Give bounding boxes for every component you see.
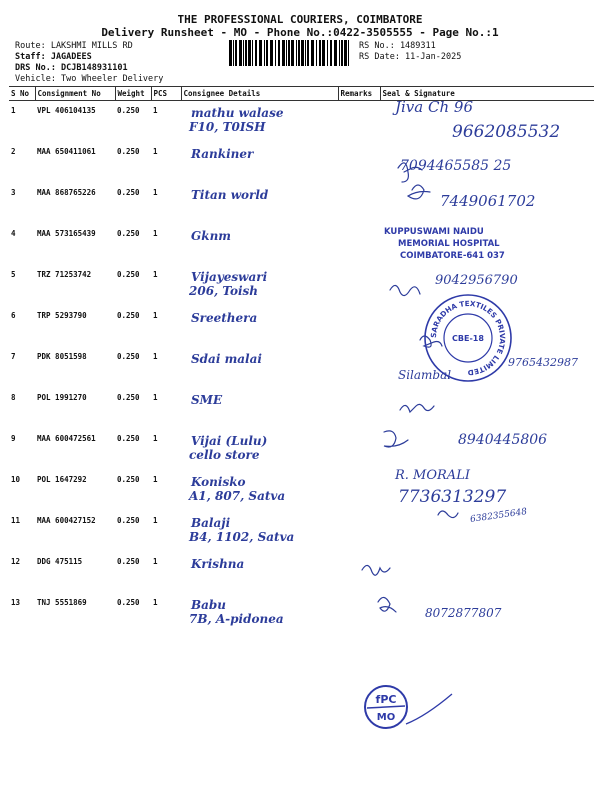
cell-pcs: 1 xyxy=(153,393,158,402)
cell-pcs: 1 xyxy=(153,270,158,279)
consignee-line-2: 7B, A-pidonea xyxy=(189,612,284,626)
cell-sno: 6 xyxy=(11,311,16,320)
barcode-bar xyxy=(255,40,257,66)
barcode-bar xyxy=(307,40,309,66)
barcode-bar xyxy=(270,40,273,66)
cell-remarks xyxy=(338,593,380,634)
col-weight: Weight xyxy=(115,87,151,101)
barcode-bar xyxy=(316,40,317,66)
cell-weight: 0.250 xyxy=(117,147,140,156)
cell-remarks xyxy=(338,183,380,224)
company-title: THE PROFESSIONAL COURIERS, COIMBATORE xyxy=(177,13,423,26)
cell-weight: 0.250 xyxy=(117,434,140,443)
consignee-line-1: SME xyxy=(191,393,223,407)
cell-consignee xyxy=(181,142,338,183)
cell-weight: 0.250 xyxy=(117,229,140,238)
cell-sno: 13 xyxy=(11,598,21,607)
cell-consignment: DDG 475115 xyxy=(37,557,83,566)
cell-consignee xyxy=(181,306,338,347)
cell-remarks xyxy=(338,224,380,265)
barcode-bar xyxy=(301,40,304,66)
signature-row-10: R. MORALI xyxy=(395,468,470,483)
consignee-line-1: Vijayeswari xyxy=(191,270,268,284)
cell-consignment: TRZ 71253742 xyxy=(37,270,92,279)
fpc-stamp-bottom: MO xyxy=(376,712,396,723)
barcode-bar xyxy=(341,40,343,66)
cell-weight: 0.250 xyxy=(117,270,140,279)
table-row xyxy=(9,224,594,265)
cell-consignee xyxy=(181,347,338,388)
cell-pcs: 1 xyxy=(153,106,158,115)
cell-pcs: 1 xyxy=(153,434,158,443)
hospital-stamp-line2: MEMORIAL HOSPITAL xyxy=(398,239,500,249)
cell-weight: 0.250 xyxy=(117,475,140,484)
cell-seal xyxy=(380,552,594,593)
cell-pcs: 1 xyxy=(153,229,158,238)
phone-row-9: 8940445806 xyxy=(458,432,548,448)
cell-remarks xyxy=(338,429,380,470)
consignee-line-1: mathu walase xyxy=(191,106,284,120)
cell-consignment: MAA 650411061 xyxy=(37,147,96,156)
phone-row-2: 7094465585 25 xyxy=(400,158,512,174)
cell-consignee xyxy=(181,101,338,143)
cell-consignment: PDK 8051598 xyxy=(37,352,87,361)
consignee-line-2: 206, Toish xyxy=(189,284,258,298)
barcode-bar xyxy=(275,40,276,66)
cell-sno: 4 xyxy=(11,229,16,238)
cell-consignment: MAA 573165439 xyxy=(37,229,96,238)
cell-consignee xyxy=(181,224,338,265)
consignee-line-1: Titan world xyxy=(191,188,269,202)
cell-weight: 0.250 xyxy=(117,311,140,320)
barcode-bar xyxy=(282,40,285,66)
phone-row-1: 9662085532 xyxy=(452,122,561,142)
cell-consignment: TNJ 5551869 xyxy=(37,598,87,607)
cell-weight: 0.250 xyxy=(117,188,140,197)
cell-remarks xyxy=(338,552,380,593)
fpc-stamp-top: fPC xyxy=(375,693,397,706)
col-pcs: PCS xyxy=(151,87,181,101)
barcode-bar xyxy=(319,40,321,66)
runsheet-subtitle: Delivery Runsheet - MO - Phone No.:0422-3505555 - Page No.:1 xyxy=(101,26,499,39)
barcode-bar xyxy=(311,40,314,66)
barcode-bar xyxy=(266,40,268,66)
cell-remarks xyxy=(338,388,380,429)
cell-consignment: MAA 868765226 xyxy=(37,188,96,197)
consignee-line-1: Konisko xyxy=(191,475,246,489)
consignee-line-1: Krishna xyxy=(191,557,245,571)
phone-row-11: 6382355648 xyxy=(469,507,528,525)
cell-sno: 8 xyxy=(11,393,16,402)
barcode-bar xyxy=(334,40,337,66)
barcode-bar xyxy=(235,40,237,66)
signature-row-7: Silambal xyxy=(398,368,452,382)
cell-sno: 9 xyxy=(11,434,16,443)
col-sno: S No xyxy=(9,87,35,101)
signature-row-1: Jiva Ch 96 xyxy=(395,98,473,116)
vehicle-label: Vehicle: Two Wheeler Delivery xyxy=(15,74,164,84)
barcode-bar xyxy=(243,40,244,66)
hospital-stamp xyxy=(384,226,505,262)
fpc-mo-stamp xyxy=(362,684,458,732)
table-row xyxy=(9,552,594,593)
cell-sno: 12 xyxy=(11,557,21,566)
barcode-bar xyxy=(259,40,262,66)
cell-weight: 0.250 xyxy=(117,352,140,361)
cell-sno: 5 xyxy=(11,270,16,279)
phone-row-13: 8072877807 xyxy=(425,606,502,620)
cell-pcs: 1 xyxy=(153,147,158,156)
cell-consignment: POL 1647292 xyxy=(37,475,87,484)
phone-row-7: 9765432987 xyxy=(508,356,578,369)
barcode xyxy=(229,40,350,66)
consignee-line-2: A1, 807, Satva xyxy=(189,489,286,503)
cell-pcs: 1 xyxy=(153,598,158,607)
cell-consignee xyxy=(181,470,338,511)
cell-sno: 2 xyxy=(11,147,16,156)
cell-weight: 0.250 xyxy=(117,516,140,525)
cell-remarks xyxy=(338,101,380,143)
cell-remarks xyxy=(338,306,380,347)
cell-remarks xyxy=(338,142,380,183)
barcode-bar xyxy=(245,40,247,66)
barcode-bar xyxy=(252,40,253,66)
table-row xyxy=(9,470,594,511)
cell-seal xyxy=(380,388,594,429)
cell-pcs: 1 xyxy=(153,352,158,361)
cell-sno: 7 xyxy=(11,352,16,361)
cell-consignee xyxy=(181,552,338,593)
barcode-bar xyxy=(264,40,265,66)
consignee-line-1: Sreethera xyxy=(191,311,258,325)
table-header-row xyxy=(9,87,594,101)
cell-remarks xyxy=(338,265,380,306)
consignee-line-2: cello store xyxy=(189,448,260,462)
cell-sno: 11 xyxy=(11,516,21,525)
table-row xyxy=(9,388,594,429)
barcode-bar xyxy=(248,40,251,66)
cell-consignment: VPL 406104135 xyxy=(37,106,96,115)
cell-consignee xyxy=(181,593,338,634)
consignee-line-1: Vijai (Lulu) xyxy=(191,434,268,448)
cell-pcs: 1 xyxy=(153,311,158,320)
col-consignment: Consignment No xyxy=(35,87,115,101)
barcode-bar xyxy=(322,40,325,66)
company-round-seal xyxy=(422,292,514,384)
barcode-bar xyxy=(291,40,294,66)
cell-consignee xyxy=(181,388,338,429)
cell-remarks xyxy=(338,511,380,552)
cell-consignment: TRP 5293790 xyxy=(37,311,87,320)
col-seal: Seal & Signature xyxy=(380,87,594,101)
phone-row-3: 7449061702 xyxy=(440,192,536,210)
cell-remarks xyxy=(338,347,380,388)
col-remarks: Remarks xyxy=(338,87,380,101)
cell-consignee xyxy=(181,429,338,470)
table-row xyxy=(9,593,594,634)
phone-row-5: 9042956790 xyxy=(435,273,518,288)
cell-consignment: MAA 600472561 xyxy=(37,434,96,443)
barcode-bar xyxy=(348,40,349,66)
cell-weight: 0.250 xyxy=(117,598,140,607)
cell-weight: 0.250 xyxy=(117,106,140,115)
cell-consignment: MAA 600427152 xyxy=(37,516,96,525)
route-label: Route: LAKSHMI MILLS RD xyxy=(15,41,133,51)
cell-consignee xyxy=(181,265,338,306)
seal-ring-text: SARADHA TEXTILES PRIVATE LIMITED xyxy=(428,298,508,378)
cell-consignee xyxy=(181,183,338,224)
consignee-line-1: Balaji xyxy=(191,516,231,530)
consignee-line-1: Sdai malai xyxy=(191,352,262,366)
barcode-bar xyxy=(339,40,340,66)
cell-weight: 0.250 xyxy=(117,393,140,402)
consignee-line-1: Babu xyxy=(191,598,227,612)
barcode-bar xyxy=(278,40,280,66)
barcode-bar xyxy=(286,40,287,66)
consignee-line-2: F10, T0ISH xyxy=(189,120,266,134)
phone-row-10: 7736313297 xyxy=(398,487,507,507)
cell-sno: 3 xyxy=(11,188,16,197)
cell-consignee xyxy=(181,511,338,552)
seal-center-text: CBE-18 xyxy=(452,334,484,343)
cell-pcs: 1 xyxy=(153,188,158,197)
cell-sno: 10 xyxy=(11,475,21,484)
barcode-bar xyxy=(229,40,232,66)
cell-pcs: 1 xyxy=(153,557,158,566)
cell-sno: 1 xyxy=(11,106,16,115)
barcode-bar xyxy=(288,40,290,66)
barcode-bar xyxy=(239,40,242,66)
barcode-bar xyxy=(305,40,306,66)
barcode-bar xyxy=(233,40,234,66)
hospital-stamp-line1: KUPPUSWAMI NAIDU xyxy=(384,227,484,237)
barcode-bar xyxy=(327,40,328,66)
barcode-bar xyxy=(296,40,297,66)
barcode-bar xyxy=(298,40,300,66)
col-consignee: Consignee Details xyxy=(181,87,338,101)
rs-number: RS No.: 1489311 xyxy=(359,41,436,51)
staff-label: Staff: JAGADEES xyxy=(15,52,92,62)
consignee-line-2: B4, 1102, Satva xyxy=(189,530,295,544)
cell-pcs: 1 xyxy=(153,516,158,525)
cell-remarks xyxy=(338,470,380,511)
barcode-bar xyxy=(330,40,332,66)
cell-weight: 0.250 xyxy=(117,557,140,566)
consignee-line-1: Rankiner xyxy=(191,147,254,161)
barcode-bar xyxy=(344,40,347,66)
rs-date: RS Date: 11-Jan-2025 xyxy=(359,52,462,62)
hospital-stamp-line3: COIMBATORE-641 037 xyxy=(400,251,505,261)
drs-number: DRS No.: DCJB148931101 xyxy=(15,63,128,73)
cell-pcs: 1 xyxy=(153,475,158,484)
cell-consignment: POL 1991270 xyxy=(37,393,87,402)
consignee-line-1: Gknm xyxy=(191,229,231,243)
